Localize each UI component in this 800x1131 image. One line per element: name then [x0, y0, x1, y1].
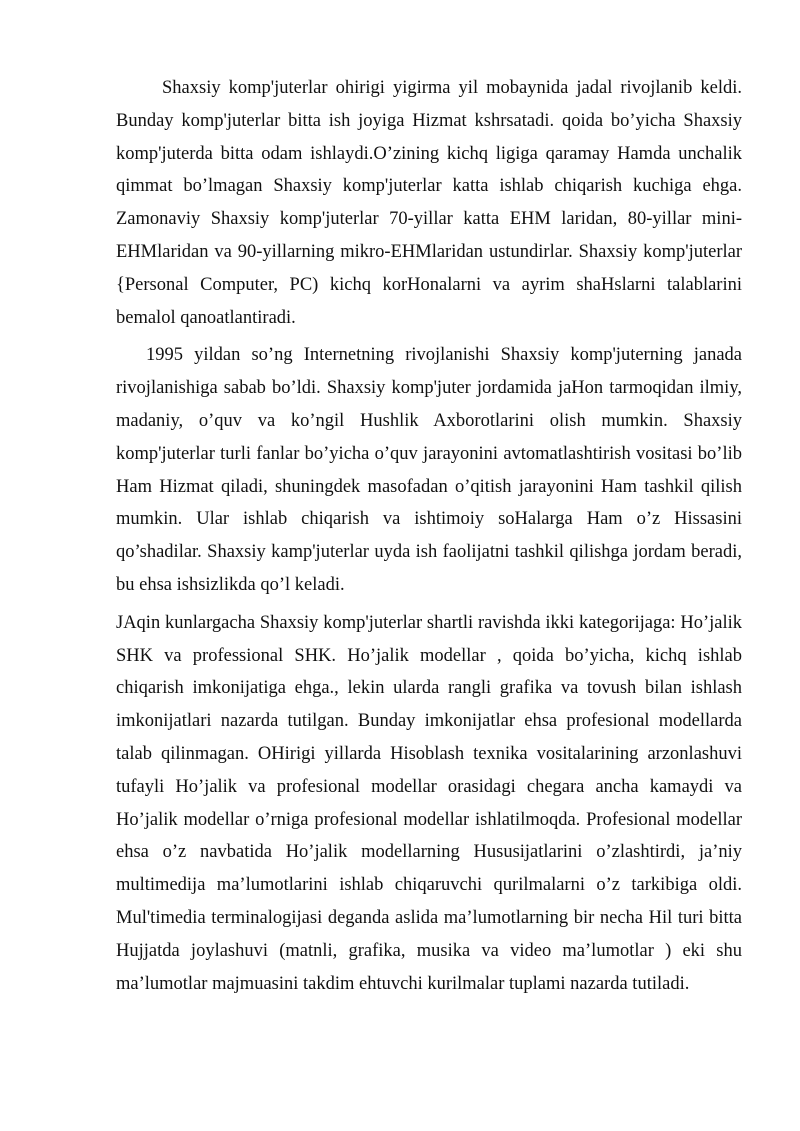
- paragraph-2: 1995 yildan so’ng Internetning rivojlanishi Shaxsiy komp'juterning janada rivojlanishiga sabab bo’ldi. Shaxsiy komp'juter jordamida jaHon tarmoqidan ilmiy, madaniy, o’quv va ko’ngil Hushlik Axborotlarini olish mumkin. Shaxsiy komp'juterlar turli fanlar bo’yicha o’quv jarayonini avtomatlashtirish vositasi bo’lib Ham Hizmat qiladi, shuningdek masofadan o’qitish jarayonini Ham tashkil qilish mumkin. Ular ishlab chiqarish va ishtimoiy soHalarga Ham o’z Hissasini qo’shadilar. Shaxsiy kamp'juterlar uyda ish faolijatni tashkil qilishga jordam beradi, bu ehsa ishsizlikda qo’l keladi.: [116, 345, 742, 595]
- paragraph-3: JAqin kunlargacha Shaxsiy komp'juterlar shartli ravishda ikki kategorijaga: Ho’jalik SHK va professional SHK. Ho’jalik modellar , qoida bo’yicha, kichq ishlab chiqarish imkonijatiga ehga., lekin ularda rangli grafika va tovush bilan ishlash imkonijatlari nazarda tutilgan. Bunday imkonijatlar ehsa profesional modellarda talab qilinmagan. OHirigi yillarda Hisoblash texnika vositalarining arzonlashuvi tufayli Ho’jalik va profesional modellar orasidagi chegara ancha kamaydi va Ho’jalik modellar o’rniga profesional modellar ishlatilmoqda. Profesional modellar ehsa o’z navbatida Ho’jalik modellarning Hususijatlarini o’zlashtirdi, ja’niy multimedija ma’lumotlarini ishlab chiqaruvchi qurilmalarni o’z tarkibiga oldi. Mul'timedia terminalogijasi deganda aslida ma’lumotlarning bir necha Hil turi bitta Hujjatda joylashuvi (matnli, grafika, musika va video ma’lumotlar ) eki shu ma’lumotlar majmuasini takdim ehtuvchi kurilmalar tuplami nazarda tutiladi.: [116, 612, 742, 994]
- paragraph-1: Shaxsiy komp'juterlar ohirigi yigirma yil mobaynida jadal rivojlanib keldi. Bunday komp'juterlar bitta ish joyiga Hizmat kshrsatadi. qoida bo’yicha Shaxsiy komp'juterda bitta odam ishlaydi.O’zining kichq ligiga qaramay Hamda unchalik qimmat bo’lmagan Shaxsiy komp'juterlar katta ishlab chiqarish kuchiga ehga. Zamonaviy Shaxsiy komp'juterlar 70-yillar katta EHM laridan, 80-yillar mini-EHMlaridan va 90-yillarning mikro-EHMlaridan ustundirlar. Shaxsiy komp'juterlar {Personal Computer, PC) kichq korHonalarni va ayrim shaHslarni talablarini bemalol qanoatlantiradi.: [116, 78, 742, 328]
- document-body: [116, 72, 742, 1000]
